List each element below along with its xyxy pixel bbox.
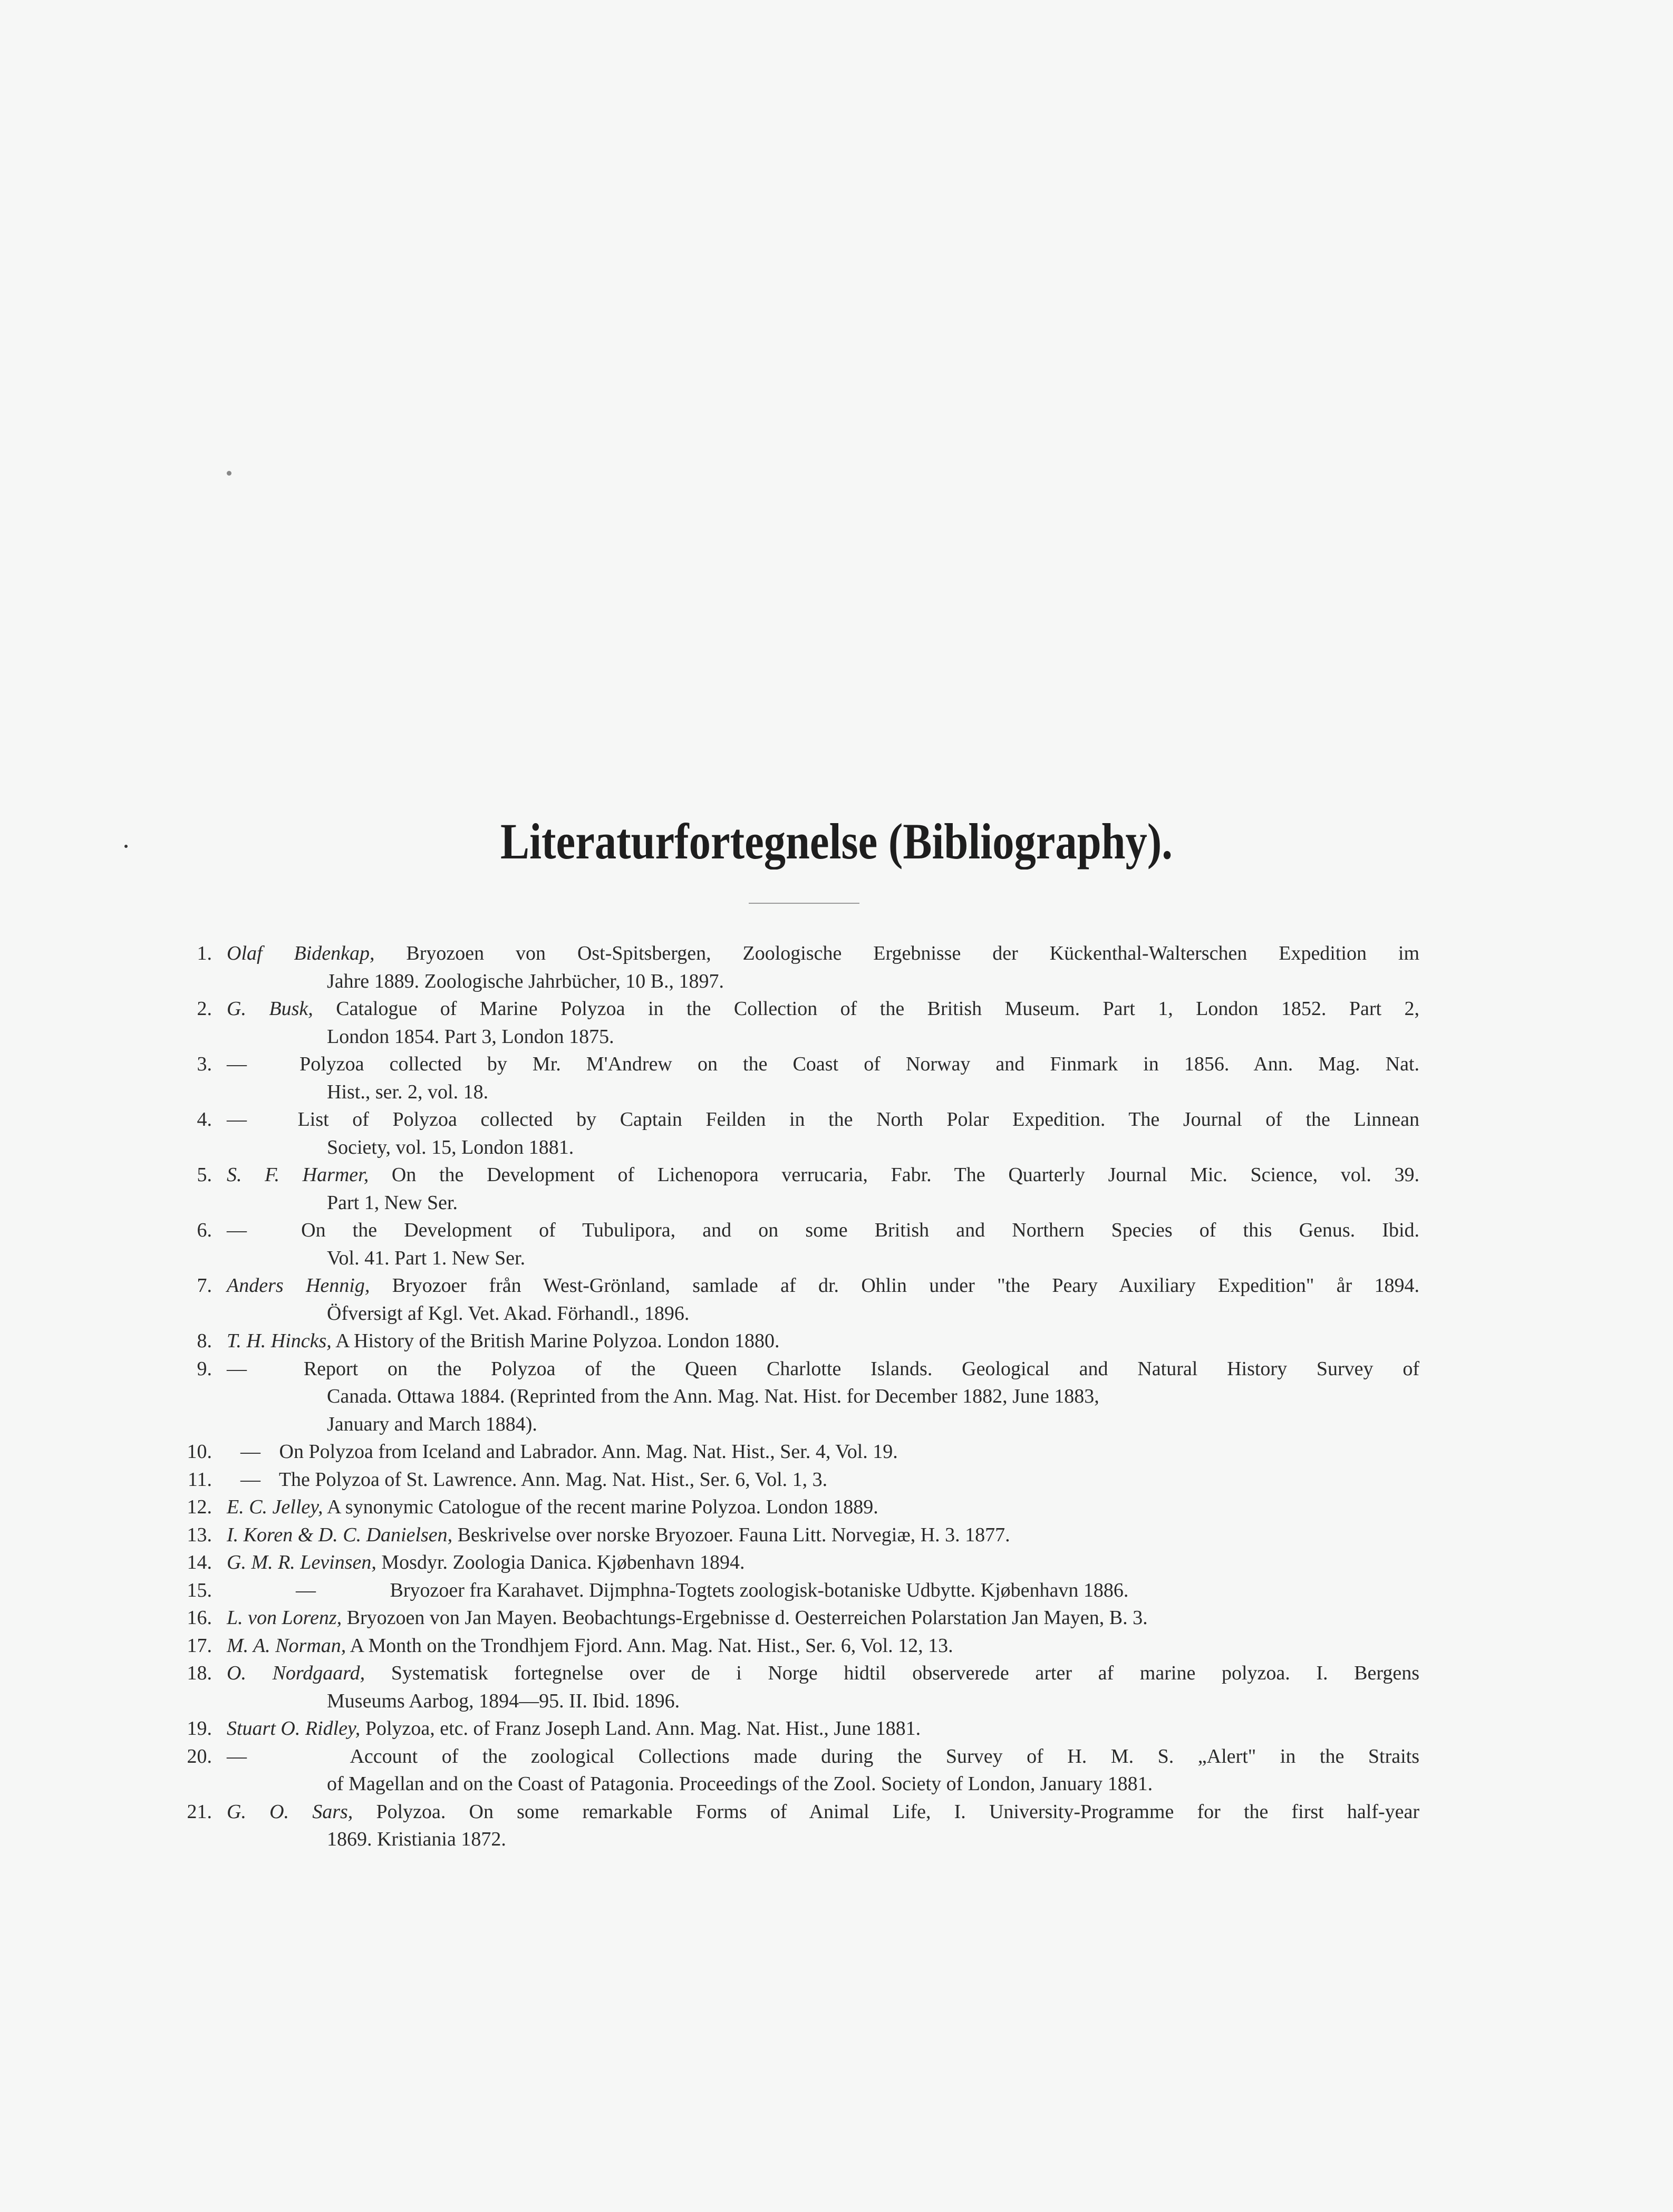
bibliography-entry	[174, 1604, 1419, 1632]
entry-text: A History of the British Marine Polyzoa. London 1880.	[335, 1330, 780, 1352]
ditto-dash: —	[227, 1219, 247, 1241]
entry-author: G. Busk,	[227, 998, 313, 1020]
entry-text: Catalogue of Marine Polyzoa in the Collection of the British Museum. Part 1, London 1852. Part 2,	[336, 998, 1420, 1020]
entry-continuation: London 1854. Part 3, London 1875.	[327, 1025, 614, 1048]
bibliography-entry	[174, 1466, 1419, 1494]
bibliography-entry	[174, 1493, 1419, 1521]
ditto-dash: —	[227, 1053, 247, 1075]
entry-number: 4.	[197, 1108, 212, 1131]
entry-number: 14.	[187, 1551, 212, 1573]
entry-number: 16.	[187, 1607, 212, 1629]
entry-number: 20.	[187, 1745, 212, 1767]
bibliography-list	[174, 940, 1419, 1853]
ditto-dash: —	[227, 1108, 247, 1131]
bibliography-entry	[174, 1050, 1419, 1106]
entry-text: Account of the zoological Collections made during the Survey of H. M. S. „Alert" in the Straits	[350, 1745, 1419, 1767]
ditto-dash: —	[240, 1441, 260, 1463]
entry-author: Stuart O. Ridley,	[227, 1717, 361, 1740]
entry-text: List of Polyzoa collected by Captain Feilden in the North Polar Expedition. The Journal of the Linnean	[297, 1108, 1419, 1131]
entry-continuation: Canada. Ottawa 1884. (Reprinted from the Ann. Mag. Nat. Hist. for December 1882, June 1883,	[327, 1385, 1099, 1407]
page-title: Literaturfortegnelse (Bibliography).	[500, 813, 1173, 870]
entry-number: 19.	[187, 1717, 212, 1740]
entry-continuation: of Magellan and on the Coast of Patagonia. Proceedings of the Zool. Society of London, January 1881.	[327, 1773, 1153, 1795]
entry-author: M. A. Norman,	[227, 1634, 346, 1657]
entry-author: T. H. Hincks,	[227, 1330, 332, 1352]
ditto-dash: —	[240, 1468, 260, 1491]
ditto-dash: —	[227, 1357, 247, 1380]
bibliography-entry	[174, 1438, 1419, 1466]
entry-number: 11.	[187, 1468, 212, 1491]
scan-speck	[227, 471, 231, 476]
entry-continuation: Hist., ser. 2, vol. 18.	[327, 1080, 489, 1103]
entry-text: Bryozoen von Jan Mayen. Beobachtungs-Ergebnisse d. Oesterreichen Polarstation Jan Mayen, B. 3.	[346, 1607, 1148, 1629]
bibliography-entry	[174, 1327, 1419, 1355]
entry-continuation: Society, vol. 15, London 1881.	[327, 1136, 574, 1158]
entry-continuation: Jahre 1889. Zoologische Jahrbücher, 10 B., 1897.	[327, 970, 724, 992]
entry-author: L. von Lorenz,	[227, 1607, 342, 1629]
entry-text: Mosdyr. Zoologia Danica. Kjøbenhavn 1894.	[381, 1551, 745, 1573]
bibliography-entry	[174, 1577, 1419, 1605]
entry-continuation: Öfversigt af Kgl. Vet. Akad. Förhandl., 1896.	[327, 1302, 690, 1325]
entry-author: O. Nordgaard,	[227, 1662, 365, 1684]
entry-text: Bryozoer fra Karahavet. Dijmphna-Togtets zoologisk-botaniske Udbytte. Kjøbenhavn 1886.	[390, 1579, 1129, 1601]
entry-text: Bryozoen von Ost-Spitsbergen, Zoologische Ergebnisse der Kückenthal-Walterschen Expedition im	[406, 942, 1420, 964]
entry-continuation: Vol. 41. Part 1. New Ser.	[327, 1247, 526, 1269]
entry-text: Systematisk fortegnelse over de i Norge hidtil observerede arter af marine polyzoa. I. Bergens	[391, 1662, 1419, 1684]
entry-number: 9.	[197, 1357, 212, 1380]
entry-number: 21.	[187, 1800, 212, 1823]
ditto-dash: —	[227, 1745, 247, 1767]
entry-author: G. M. R. Levinsen,	[227, 1551, 376, 1573]
entry-text: Polyzoa. On some remarkable Forms of Animal Life, I. University-Programme for the first half-year	[376, 1800, 1420, 1823]
entry-continuation: Museums Aarbog, 1894—95. II. Ibid. 1896.	[327, 1689, 680, 1712]
entry-text: Beskrivelse over norske Bryozoer. Fauna Litt. Norvegiæ, H. 3. 1877.	[457, 1523, 1010, 1546]
bibliography-entry	[174, 1715, 1419, 1743]
entry-number: 6.	[197, 1219, 212, 1241]
entry-number: 15.	[187, 1579, 212, 1601]
entry-continuation: January and March 1884).	[327, 1413, 537, 1435]
ditto-dash: —	[296, 1579, 316, 1601]
title-rule	[749, 903, 859, 904]
entry-author: Olaf Bidenkap,	[227, 942, 375, 964]
entry-number: 7.	[197, 1274, 212, 1297]
bibliography-entry	[174, 1659, 1419, 1715]
bibliography-entry	[174, 1106, 1419, 1161]
entry-number: 2.	[197, 998, 212, 1020]
entry-number: 3.	[197, 1053, 212, 1075]
entry-text: Polyzoa, etc. of Franz Joseph Land. Ann. Mag. Nat. Hist., June 1881.	[365, 1717, 921, 1740]
bibliography-entry	[174, 1632, 1419, 1660]
entry-text: Report on the Polyzoa of the Queen Charlotte Islands. Geological and Natural History Survey of	[303, 1357, 1420, 1380]
entry-author: S. F. Harmer,	[227, 1164, 369, 1186]
entry-number: 1.	[197, 942, 212, 964]
bibliography-entry	[174, 1161, 1419, 1216]
entry-author: I. Koren & D. C. Danielsen,	[227, 1523, 453, 1546]
entry-author: E. C. Jelley,	[227, 1496, 323, 1518]
bibliography-entry	[174, 1743, 1419, 1798]
entry-number: 8.	[197, 1330, 212, 1352]
entry-continuation: 1869. Kristiania 1872.	[327, 1828, 506, 1850]
entry-number: 10.	[187, 1441, 212, 1463]
bibliography-entry	[174, 940, 1419, 995]
bibliography-entry	[174, 995, 1419, 1050]
entry-author: Anders Hennig,	[227, 1274, 370, 1297]
entry-number: 18.	[187, 1662, 212, 1684]
bibliography-entry	[174, 1272, 1419, 1327]
bibliography-entry	[174, 1355, 1419, 1438]
bibliography-entry	[174, 1549, 1419, 1577]
entry-number: 12.	[187, 1496, 212, 1518]
entry-number: 17.	[187, 1634, 212, 1657]
entry-text: A synonymic Catologue of the recent marine Polyzoa. London 1889.	[326, 1496, 878, 1518]
entry-text: A Month on the Trondhjem Fjord. Ann. Mag. Nat. Hist., Ser. 6, Vol. 12, 13.	[350, 1634, 953, 1657]
entry-author: G. O. Sars,	[227, 1800, 353, 1823]
entry-text: Polyzoa collected by Mr. M'Andrew on the Coast of Norway and Finmark in 1856. Ann. Mag. Nat.	[299, 1053, 1419, 1075]
entry-text: On Polyzoa from Iceland and Labrador. Ann. Mag. Nat. Hist., Ser. 4, Vol. 19.	[279, 1441, 898, 1463]
entry-text: On the Development of Lichenopora verrucaria, Fabr. The Quarterly Journal Mic. Science, vol. 39.	[391, 1164, 1419, 1186]
entry-number: 5.	[197, 1164, 212, 1186]
entry-text: Bryozoer från West-Grönland, samlade af dr. Ohlin under "the Peary Auxiliary Expedition" år 1894.	[392, 1274, 1420, 1297]
entry-text: The Polyzoa of St. Lawrence. Ann. Mag. Nat. Hist., Ser. 6, Vol. 1, 3.	[278, 1468, 828, 1491]
entry-text: On the Development of Tubulipora, and on some British and Northern Species of this Genus. Ibid.	[301, 1219, 1419, 1241]
bibliography-entry	[174, 1216, 1419, 1272]
entry-number: 13.	[187, 1523, 212, 1546]
bibliography-entry	[174, 1521, 1419, 1549]
entry-continuation: Part 1, New Ser.	[327, 1191, 458, 1214]
bibliography-entry	[174, 1798, 1419, 1853]
